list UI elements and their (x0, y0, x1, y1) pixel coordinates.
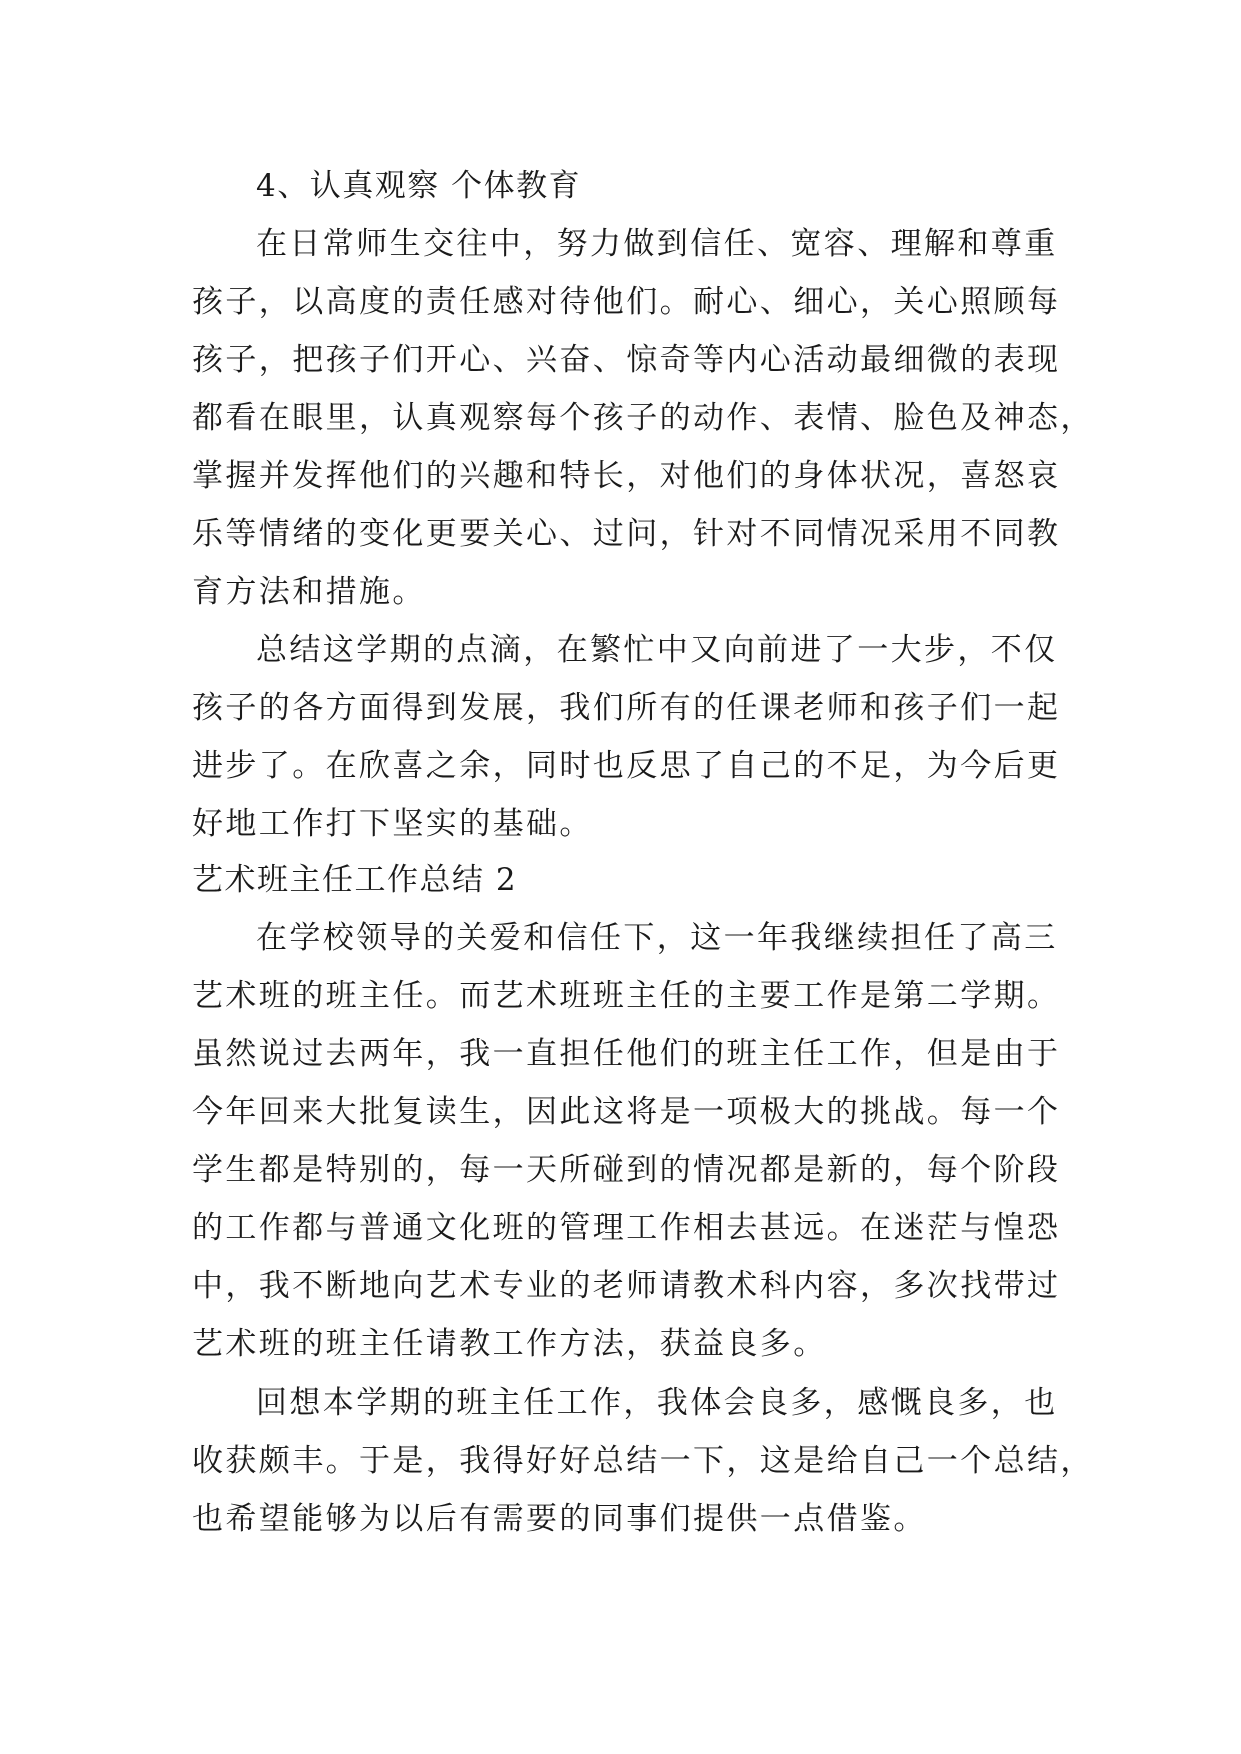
paragraph-4-line-3: 也希望能够为以后有需要的同事们提供一点借鉴。 (192, 1501, 927, 1537)
paragraph-3-line-6: 的工作都与普通文化班的管理工作相去甚远。在迷茫与惶恐 (192, 1210, 1061, 1246)
paragraph-2-line-1: 总结这学期的点滴，在繁忙中又向前进了一大步，不仅 (256, 632, 1058, 668)
paragraph-3-line-1: 在学校领导的关爱和信任下，这一年我继续担任了高三 (256, 920, 1058, 956)
paragraph-4-line-2: 收获颇丰。于是，我得好好总结一下，这是给自己一个总结， (192, 1443, 1094, 1479)
paragraph-1-line-4: 都看在眼里，认真观察每个孩子的动作、表情、脸色及神态， (192, 400, 1094, 436)
paragraph-3-line-3: 虽然说过去两年，我一直担任他们的班主任工作，但是由于 (192, 1036, 1061, 1072)
paragraph-2-line-4: 好地工作打下坚实的基础。 (192, 806, 593, 842)
paragraph-3-line-8: 艺术班的班主任请教工作方法，获益良多。 (192, 1326, 827, 1362)
paragraph-3-line-7: 中，我不断地向艺术专业的老师请教术科内容，多次找带过 (192, 1268, 1061, 1304)
paragraph-1-line-1: 在日常师生交往中，努力做到信任、宽容、理解和尊重 (256, 226, 1058, 262)
paragraph-1-line-5: 掌握并发挥他们的兴趣和特长，对他们的身体状况，喜怒哀 (192, 458, 1061, 494)
paragraph-1-line-7: 育方法和措施。 (192, 574, 426, 610)
paragraph-4-line-1: 回想本学期的班主任工作，我体会良多，感慨良多，也 (256, 1385, 1058, 1421)
paragraph-1-line-3: 孩子，把孩子们开心、兴奋、惊奇等内心活动最细微的表现 (192, 342, 1061, 378)
paragraph-2-line-2: 孩子的各方面得到发展，我们所有的任课老师和孩子们一起 (192, 690, 1061, 726)
paragraph-1-line-2: 孩子，以高度的责任感对待他们。耐心、细心，关心照顾每 (192, 284, 1061, 320)
paragraph-2-line-3: 进步了。在欣喜之余，同时也反思了自己的不足，为今后更 (192, 748, 1061, 784)
section-heading: 4、认真观察 个体教育 (256, 168, 582, 204)
article-title: 艺术班主任工作总结 2 (192, 862, 518, 898)
paragraph-1-line-6: 乐等情绪的变化更要关心、过问，针对不同情况采用不同教 (192, 516, 1061, 552)
paragraph-3-line-5: 学生都是特别的，每一天所碰到的情况都是新的，每个阶段 (192, 1152, 1061, 1188)
paragraph-3-line-2: 艺术班的班主任。而艺术班班主任的主要工作是第二学期。 (192, 978, 1061, 1014)
paragraph-3-line-4: 今年回来大批复读生，因此这将是一项极大的挑战。每一个 (192, 1094, 1061, 1130)
